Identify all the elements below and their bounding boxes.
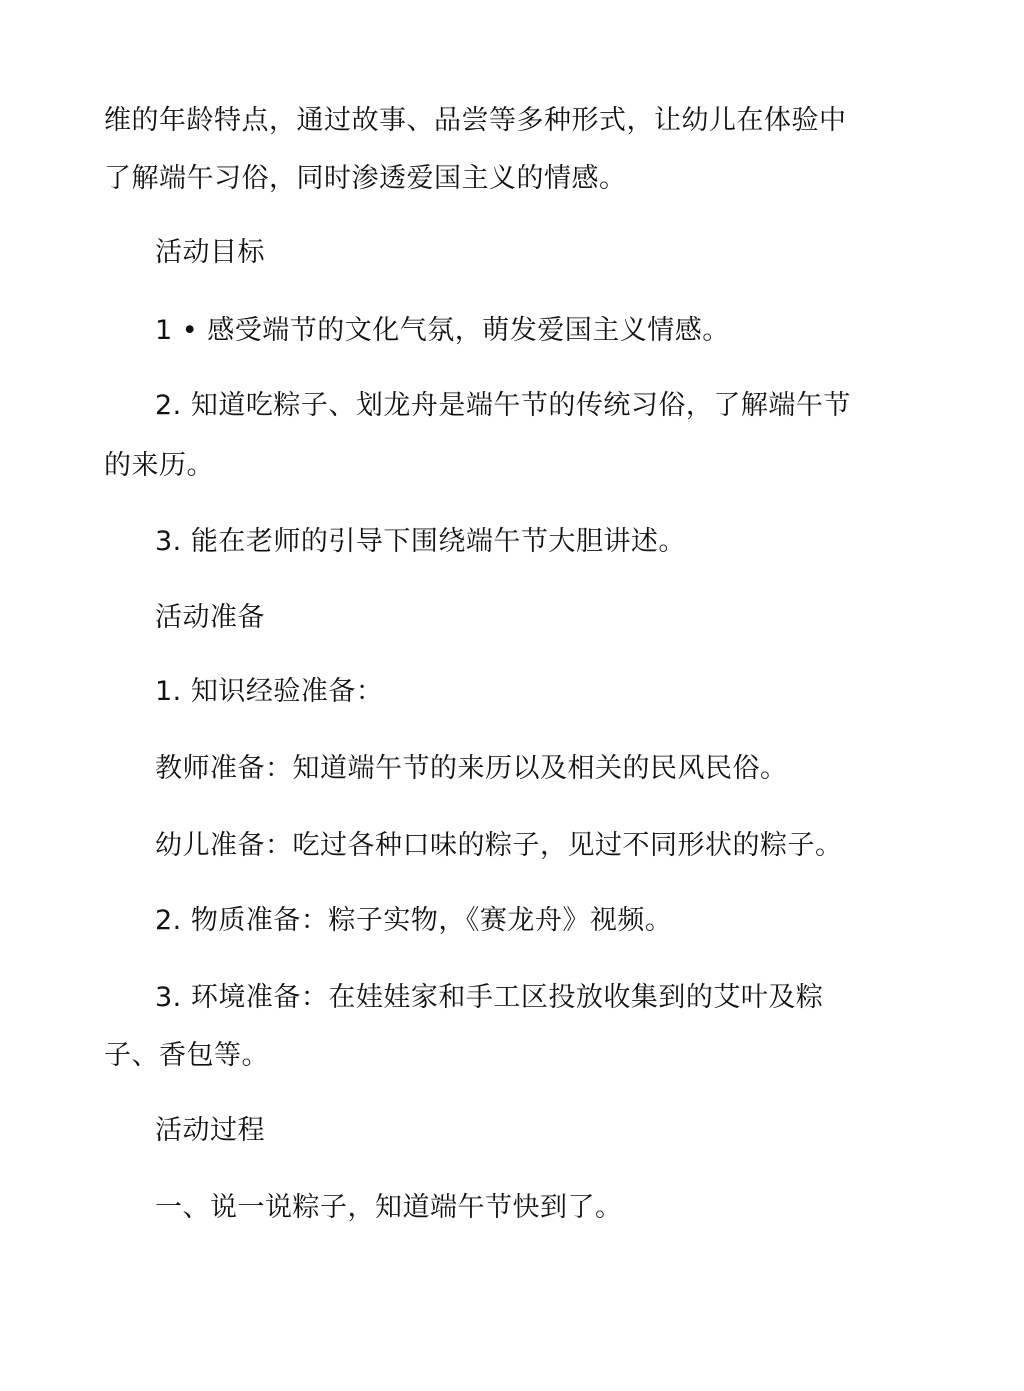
goal-item-3: 3. 能在老师的引导下围绕端午节大胆讲述。 <box>155 526 686 557</box>
goal-item-2-line-2: 的来历。 <box>104 450 214 481</box>
goal-item-1: 1 • 感受端节的文化气氛，萌发爱国主义情感。 <box>155 315 730 346</box>
intro-paragraph-line-2: 了解端午习俗，同时渗透爱国主义的情感。 <box>104 163 627 194</box>
goal-item-2-line-1: 2. 知道吃粽子、划龙舟是端午节的传统习俗，了解端午节 <box>155 390 851 421</box>
section-heading-goals: 活动目标 <box>155 237 265 268</box>
process-step-1: 一、说一说粽子，知道端午节快到了。 <box>155 1192 623 1223</box>
prep-item-3-line-1: 3. 环境准备：在娃娃家和手工区投放收集到的艾叶及粽 <box>155 982 824 1013</box>
prep-item-1: 1. 知识经验准备： <box>155 676 384 707</box>
prep-item-3-line-2: 子、香包等。 <box>104 1040 269 1071</box>
section-heading-preparation: 活动准备 <box>155 602 265 633</box>
prep-children: 幼儿准备：吃过各种口味的粽子，见过不同形状的粽子。 <box>155 830 843 861</box>
prep-teacher: 教师准备：知道端午节的来历以及相关的民风民俗。 <box>155 753 788 784</box>
section-heading-process: 活动过程 <box>155 1115 265 1146</box>
prep-item-2: 2. 物质准备：粽子实物，《赛龙舟》视频。 <box>155 905 673 936</box>
intro-paragraph-line-1: 维的年龄特点，通过故事、品尝等多种形式，让幼儿在体验中 <box>104 105 847 136</box>
